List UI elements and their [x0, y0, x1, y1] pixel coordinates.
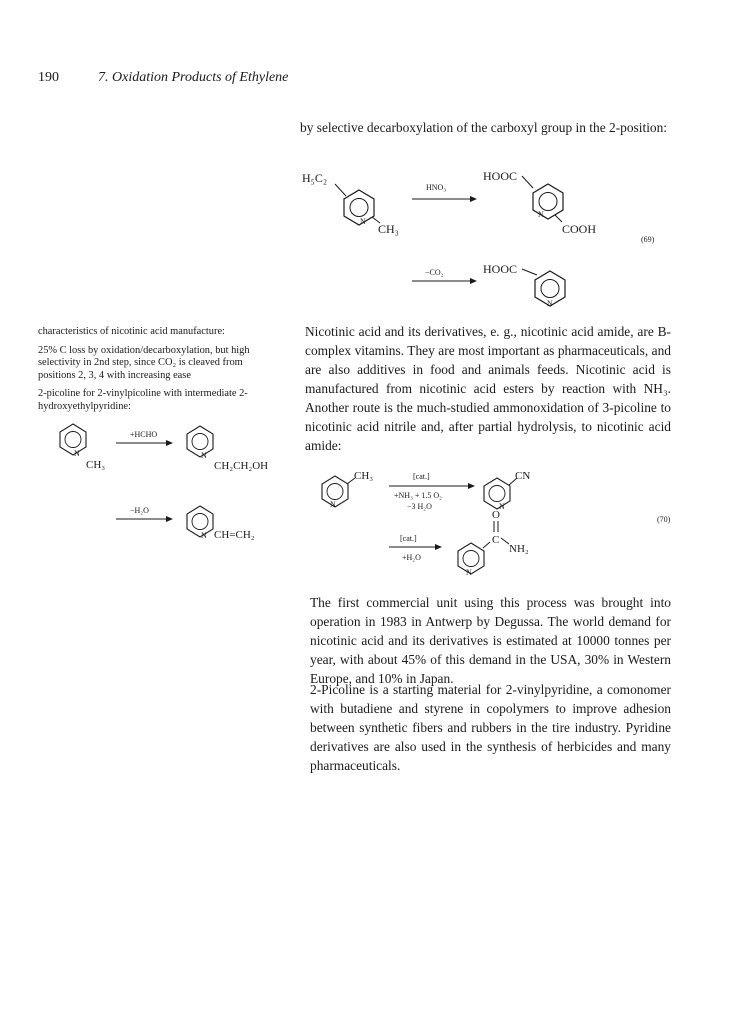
- catalyst-label: [cat.]: [400, 534, 417, 543]
- amide-nh2: NH₂: [509, 543, 529, 555]
- margin-note: 25% C loss by oxidation/decarboxylation, but high selectivity in 2nd step, since CO₂ is cleaved from positions 2, 3, 4 with increasing ease: [38, 344, 250, 381]
- pyridine-ring: [60, 424, 86, 458]
- reagent-co2: −CO₂: [425, 268, 444, 277]
- margin-notes: [38, 326, 280, 419]
- arrow-head: [435, 544, 442, 550]
- carboxyl-group: HOOC: [483, 262, 518, 276]
- margin-note: 2-picoline for 2-vinylpicoline with intermediate 2-hydroxyethylpyridine:: [38, 388, 248, 412]
- ring-nitrogen: N: [547, 299, 553, 308]
- pyridine-ring: [535, 271, 565, 308]
- methyl-group: CH₃: [86, 459, 106, 471]
- equation-number: (70): [657, 515, 671, 524]
- paragraph: Nicotinic acid and its derivatives, e. g., nicotinic acid amide, are B-complex vitamins. They are most important as pharmaceuticals, and are also additives in food and animals feeds. Nicotinic acid is manufactured from nicotinic acid esters by reaction with NH₃. Another route is the much-studied ammonoxidation of 3-picoline to nicotinic acid nitrile and, after partial hydrolysis, to nicotinic acid amide:: [305, 324, 671, 453]
- reagent-ammonia-oxygen: +NH₃ + 1.5 O₂: [394, 491, 442, 500]
- page-number: 190: [38, 70, 59, 85]
- arrow-head: [166, 440, 173, 446]
- catalyst-label: [cat.]: [413, 472, 430, 481]
- ring-nitrogen: N: [466, 568, 472, 577]
- paragraph: 2-Picoline is a starting material for 2-vinylpyridine, a comonomer with butadiene and styrene in copolymers to improve adhesion between synthetic fibers and rubbers in the tire industry. Pyridine derivatives are also used in the synthesis of herbicides and many pharmaceuticals.: [310, 682, 671, 773]
- reagent-hno3: HNO₃: [426, 183, 447, 192]
- amide-carbon: C: [492, 534, 500, 546]
- reagent-water-loss: −H₂O: [130, 506, 149, 515]
- ring-nitrogen: N: [201, 451, 207, 460]
- pyridine-ring: [344, 190, 374, 226]
- ring-nitrogen: N: [538, 210, 544, 219]
- ethyl-group: H₅C₂: [302, 171, 328, 185]
- reagent-formaldehyde: +HCHO: [130, 430, 158, 439]
- nitrile-group: CN: [515, 470, 531, 482]
- intro-paragraph: by selective decarboxylation of the carboxyl group in the 2-position:: [300, 120, 668, 135]
- reaction-scheme-70: [305, 470, 685, 590]
- ring-nitrogen: N: [330, 500, 336, 509]
- arrow-head: [468, 483, 475, 489]
- margin-reaction-scheme: [38, 420, 288, 550]
- arrow-head: [470, 278, 477, 284]
- margin-note: characteristics of nicotinic acid manufacture:: [38, 326, 225, 337]
- ring-nitrogen: N: [74, 449, 80, 458]
- chapter-title: 7. Oxidation Products of Ethylene: [98, 70, 289, 85]
- pyridine-ring: [484, 478, 510, 511]
- pyridine-ring: [187, 506, 213, 540]
- pyridine-ring: [187, 426, 213, 460]
- amide-oxygen: O: [492, 509, 500, 521]
- methyl-group: CH₃: [378, 222, 399, 236]
- reagent-water-loss: −3 H₂O: [407, 502, 432, 511]
- equation-number: (69): [641, 235, 655, 244]
- arrow-head: [470, 196, 477, 202]
- pyridine-ring: [533, 184, 563, 219]
- arrow-head: [166, 516, 173, 522]
- carboxyl-group: COOH: [562, 222, 597, 236]
- ring-nitrogen: N: [499, 502, 505, 511]
- ring-nitrogen: N: [360, 217, 366, 226]
- methyl-group: CH₃: [354, 470, 374, 482]
- ring-nitrogen: N: [201, 531, 207, 540]
- vinyl-group: CH=CH₂: [214, 529, 255, 541]
- carboxyl-group: HOOC: [483, 169, 518, 183]
- pyridine-ring: [322, 476, 348, 509]
- pyridine-ring: [458, 543, 484, 577]
- hydroxyethyl-group: CH₂CH₂OH: [214, 460, 269, 472]
- reagent-water: +H₂O: [402, 553, 421, 562]
- paragraph: The first commercial unit using this process was brought into operation in 1983 in Antwerp by Degussa. The world demand for nicotinic acid and its derivatives is estimated at 10000 tonnes per year, with about 45% of this demand in the USA, 30% in Western Europe, and 10% in Japan.: [310, 595, 671, 686]
- reaction-scheme-69: [290, 160, 690, 310]
